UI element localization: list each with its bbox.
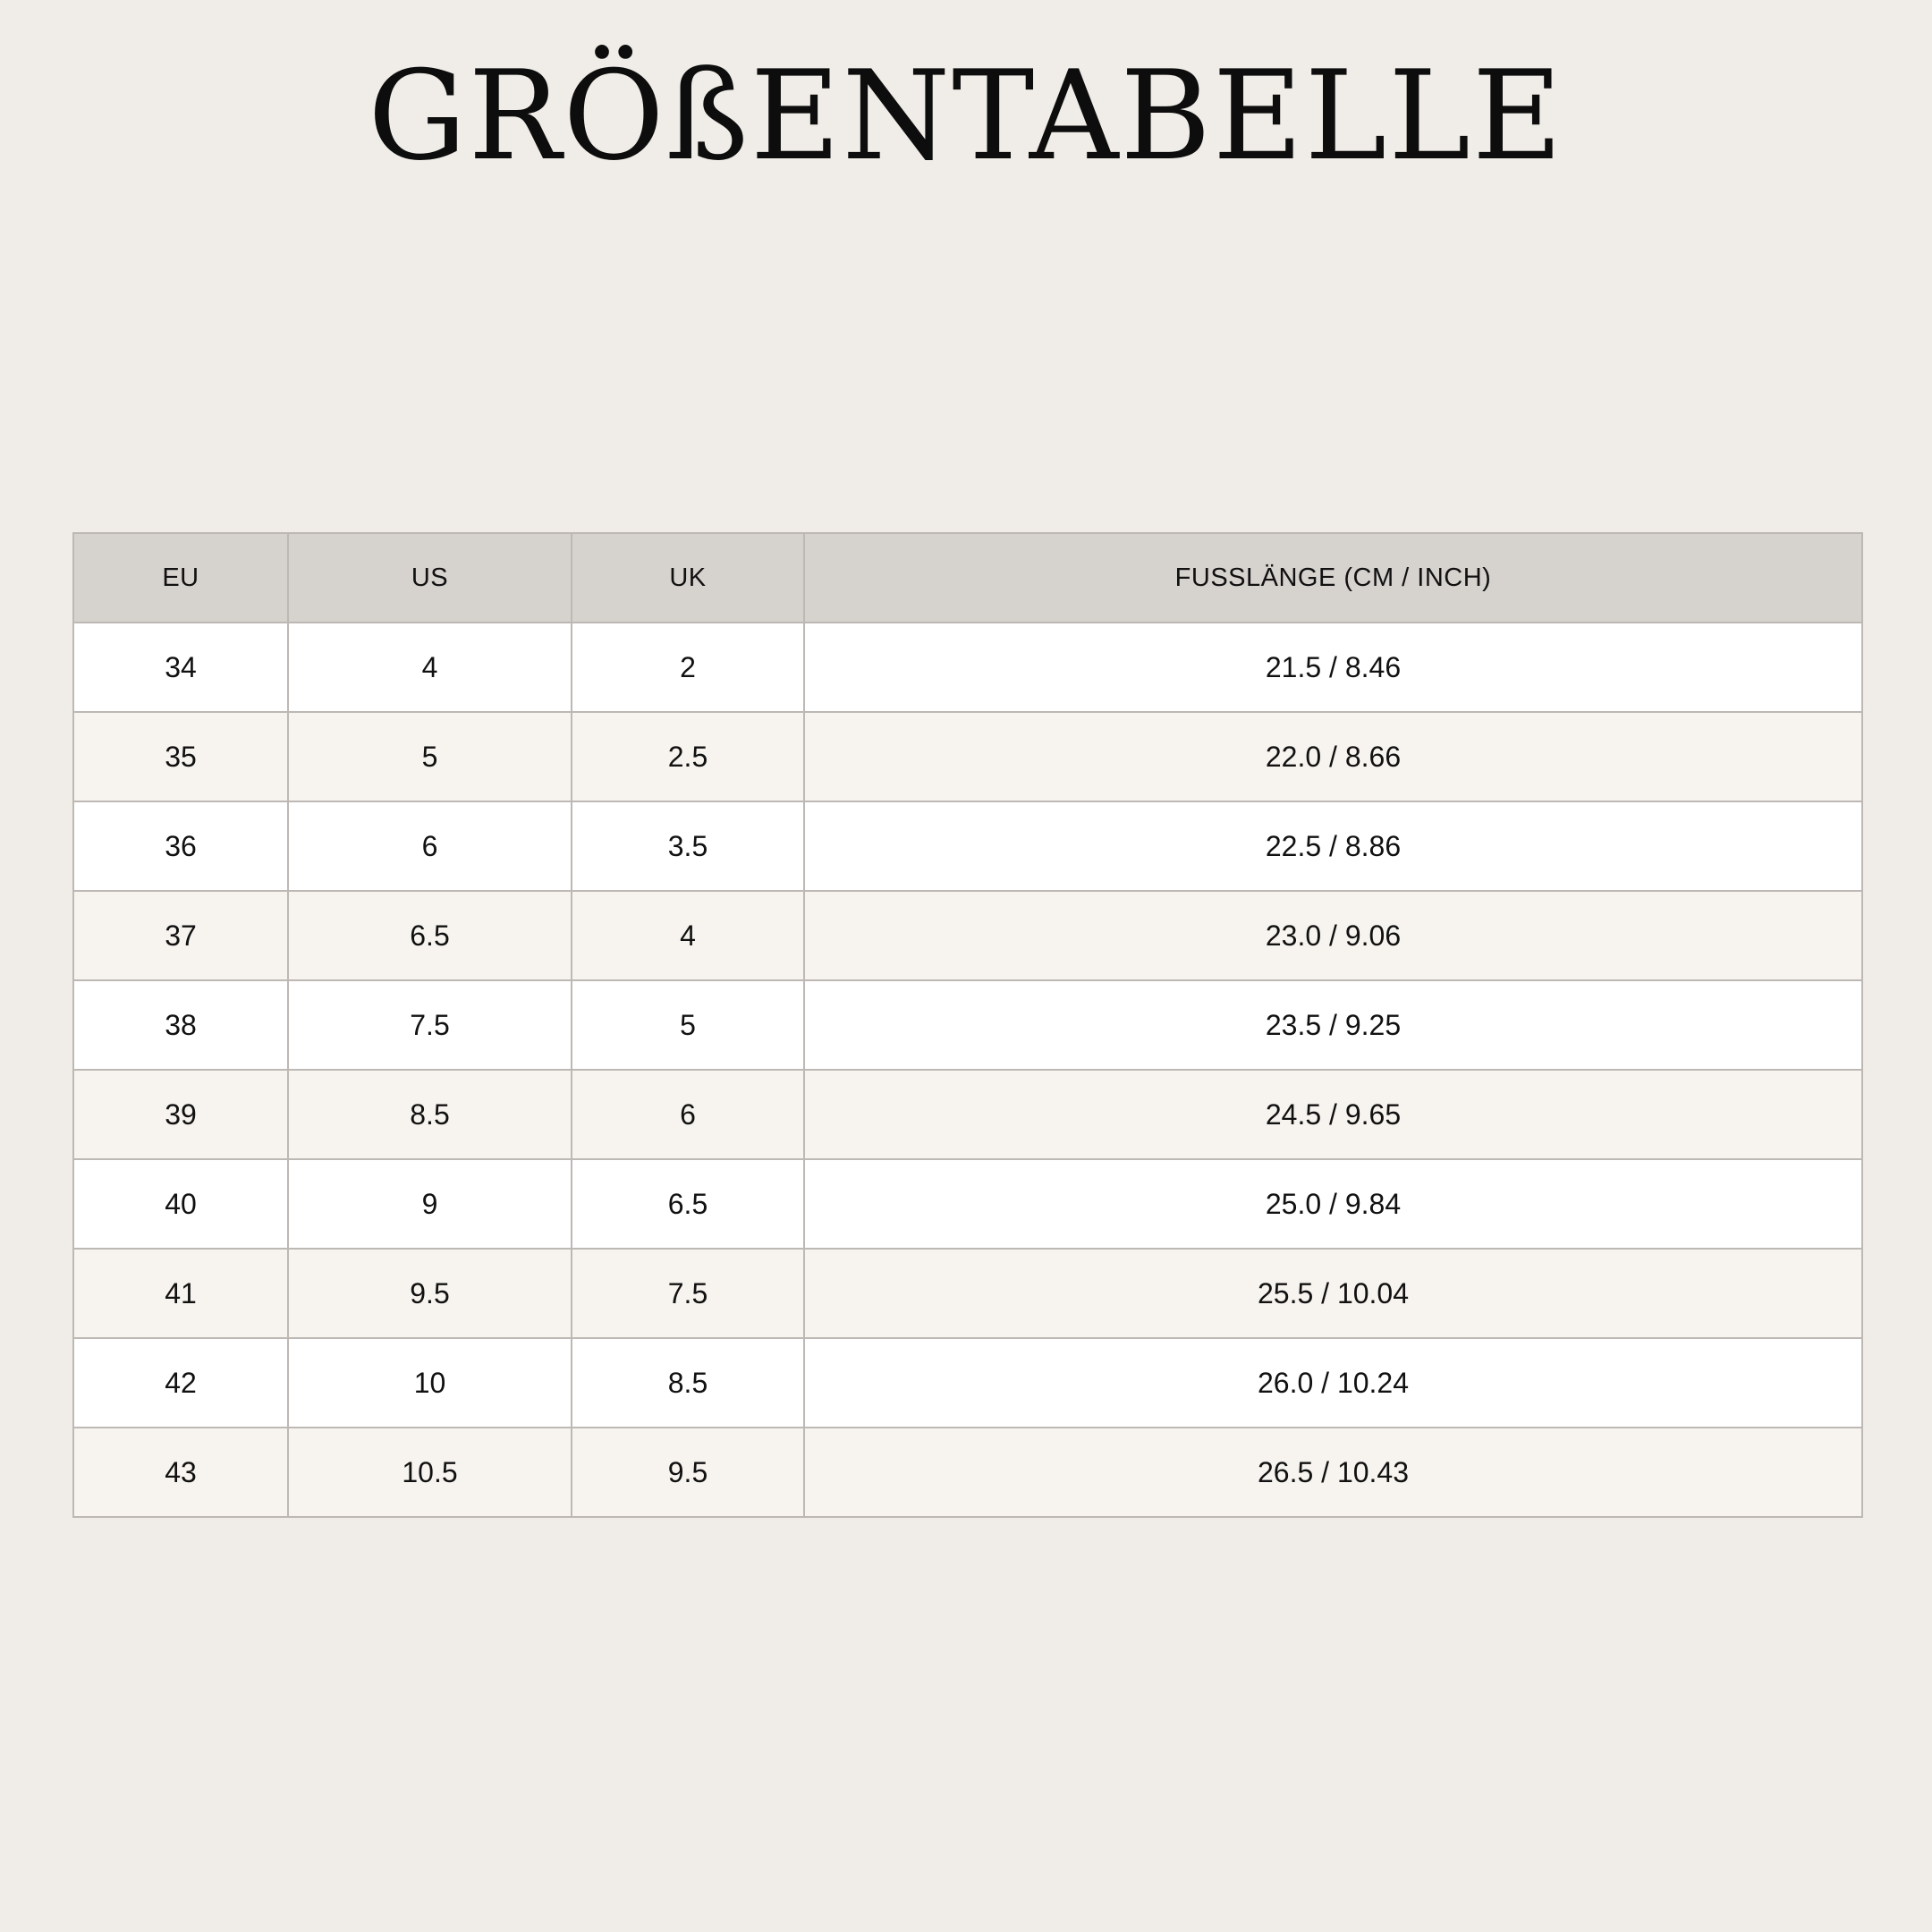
cell-us: 6 bbox=[288, 801, 572, 891]
cell-eu: 36 bbox=[73, 801, 288, 891]
table-row bbox=[73, 801, 1862, 891]
table-row bbox=[73, 1070, 1862, 1159]
cell-us: 9 bbox=[288, 1159, 572, 1249]
cell-uk: 6.5 bbox=[572, 1159, 804, 1249]
cell-uk: 4 bbox=[572, 891, 804, 980]
cell-us: 5 bbox=[288, 712, 572, 801]
cell-us: 9.5 bbox=[288, 1249, 572, 1338]
table-row bbox=[73, 1249, 1862, 1338]
cell-us: 6.5 bbox=[288, 891, 572, 980]
cell-foot-length: 25.5 / 10.04 bbox=[804, 1249, 1862, 1338]
page-title: GRÖßENTABELLE bbox=[368, 44, 1564, 188]
table-row bbox=[73, 980, 1862, 1070]
header-foot-length: FUSSLÄNGE (CM / INCH) bbox=[804, 533, 1862, 623]
table-row bbox=[73, 1159, 1862, 1249]
cell-uk: 5 bbox=[572, 980, 804, 1070]
cell-uk: 8.5 bbox=[572, 1338, 804, 1428]
cell-uk: 2.5 bbox=[572, 712, 804, 801]
table-header-row bbox=[73, 533, 1862, 623]
cell-foot-length: 22.5 / 8.86 bbox=[804, 801, 1862, 891]
cell-uk: 2 bbox=[572, 623, 804, 712]
cell-eu: 39 bbox=[73, 1070, 288, 1159]
cell-eu: 34 bbox=[73, 623, 288, 712]
cell-foot-length: 26.0 / 10.24 bbox=[804, 1338, 1862, 1428]
cell-us: 7.5 bbox=[288, 980, 572, 1070]
cell-foot-length: 25.0 / 9.84 bbox=[804, 1159, 1862, 1249]
table-row bbox=[73, 712, 1862, 801]
cell-foot-length: 21.5 / 8.46 bbox=[804, 623, 1862, 712]
header-us: US bbox=[288, 533, 572, 623]
cell-uk: 3.5 bbox=[572, 801, 804, 891]
cell-foot-length: 22.0 / 8.66 bbox=[804, 712, 1862, 801]
table-row bbox=[73, 1338, 1862, 1428]
cell-eu: 35 bbox=[73, 712, 288, 801]
cell-eu: 42 bbox=[73, 1338, 288, 1428]
cell-us: 10.5 bbox=[288, 1428, 572, 1517]
size-table bbox=[72, 532, 1863, 1518]
table-row bbox=[73, 891, 1862, 980]
cell-us: 8.5 bbox=[288, 1070, 572, 1159]
cell-foot-length: 26.5 / 10.43 bbox=[804, 1428, 1862, 1517]
cell-foot-length: 23.5 / 9.25 bbox=[804, 980, 1862, 1070]
table-row bbox=[73, 1428, 1862, 1517]
cell-foot-length: 24.5 / 9.65 bbox=[804, 1070, 1862, 1159]
cell-foot-length: 23.0 / 9.06 bbox=[804, 891, 1862, 980]
cell-us: 4 bbox=[288, 623, 572, 712]
cell-uk: 6 bbox=[572, 1070, 804, 1159]
cell-eu: 40 bbox=[73, 1159, 288, 1249]
header-uk: UK bbox=[572, 533, 804, 623]
cell-uk: 9.5 bbox=[572, 1428, 804, 1517]
cell-eu: 37 bbox=[73, 891, 288, 980]
cell-us: 10 bbox=[288, 1338, 572, 1428]
cell-eu: 43 bbox=[73, 1428, 288, 1517]
table-row bbox=[73, 623, 1862, 712]
cell-uk: 7.5 bbox=[572, 1249, 804, 1338]
cell-eu: 38 bbox=[73, 980, 288, 1070]
header-eu: EU bbox=[73, 533, 288, 623]
cell-eu: 41 bbox=[73, 1249, 288, 1338]
